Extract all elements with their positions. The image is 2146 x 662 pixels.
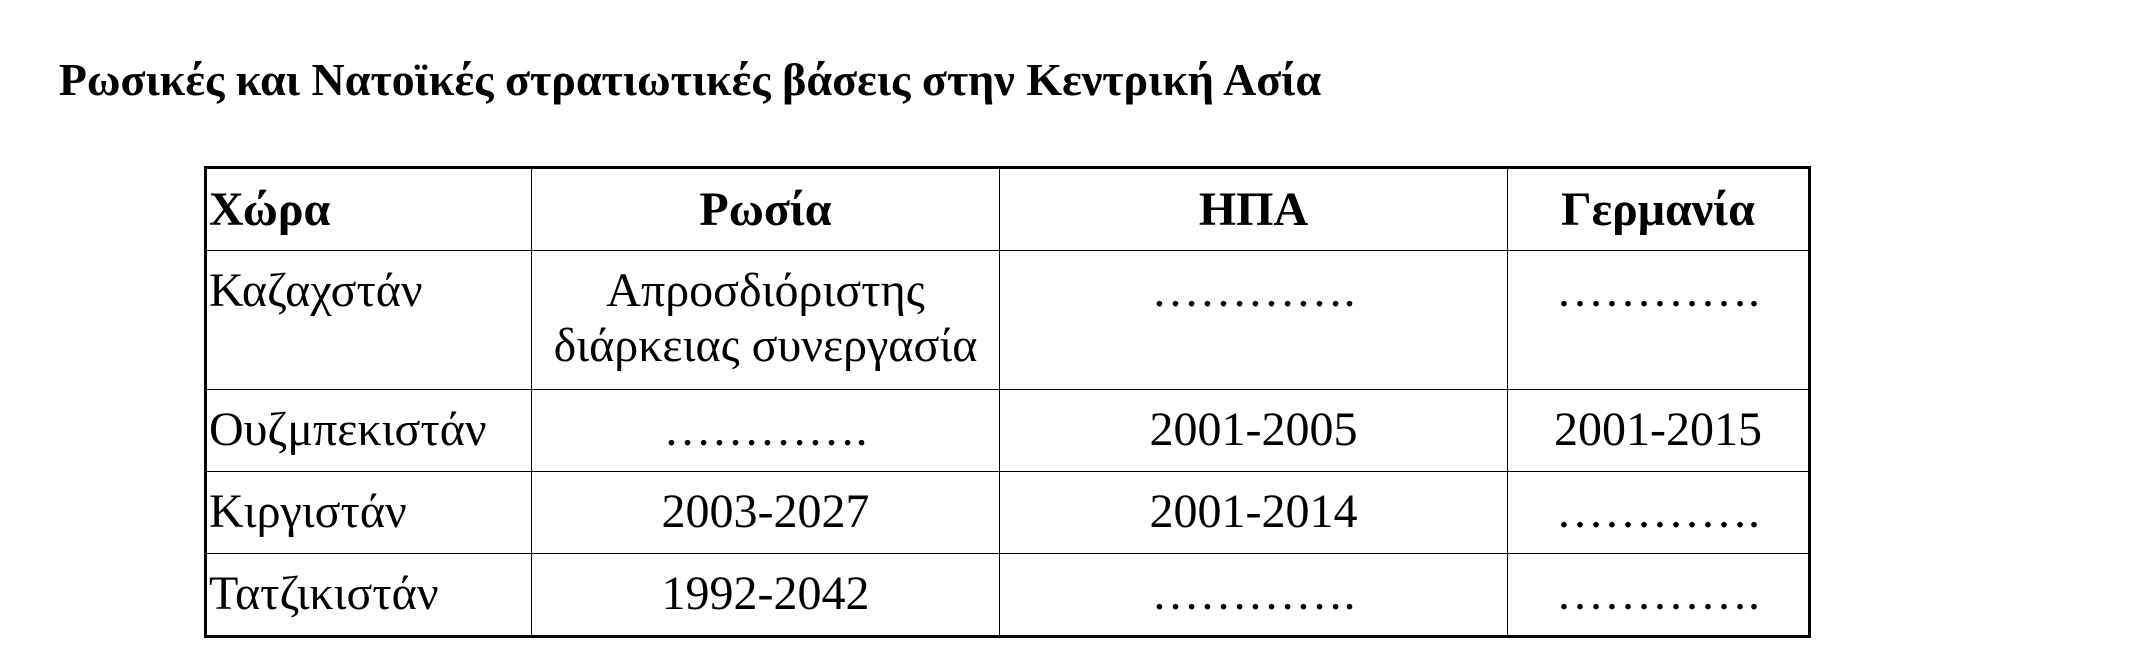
cell-russia: 2003-2027 (532, 472, 1000, 554)
cell-germany: 2001-2015 (1508, 390, 1810, 472)
table-header-row (206, 168, 1810, 251)
document-title: Ρωσικές και Νατοϊκές στρατιωτικές βάσεις στην Κεντρική Ασία (58, 54, 1322, 105)
cell-russia: Απροσδιόριστης διάρκειας συνεργασία (532, 251, 1000, 390)
cell-usa: …………. (1000, 554, 1508, 637)
cell-germany: …………. (1508, 472, 1810, 554)
table-row (206, 251, 1810, 390)
cell-usa: 2001-2014 (1000, 472, 1508, 554)
military-bases-table (204, 166, 1811, 638)
header-russia: Ρωσία (532, 168, 1000, 251)
cell-usa: 2001-2005 (1000, 390, 1508, 472)
cell-country: Κιργιστάν (206, 472, 532, 554)
cell-country: Ουζμπεκιστάν (206, 390, 532, 472)
cell-country: Καζαχστάν (206, 251, 532, 390)
table-row (206, 390, 1810, 472)
cell-russia: …………. (532, 390, 1000, 472)
header-germany: Γερμανία (1508, 168, 1810, 251)
cell-russia: 1992-2042 (532, 554, 1000, 637)
cell-germany: …………. (1508, 554, 1810, 637)
table-row (206, 472, 1810, 554)
cell-usa: …………. (1000, 251, 1508, 390)
table-row (206, 554, 1810, 637)
header-country: Χώρα (206, 168, 532, 251)
cell-germany: …………. (1508, 251, 1810, 390)
cell-country: Τατζικιστάν (206, 554, 532, 637)
header-usa: ΗΠΑ (1000, 168, 1508, 251)
